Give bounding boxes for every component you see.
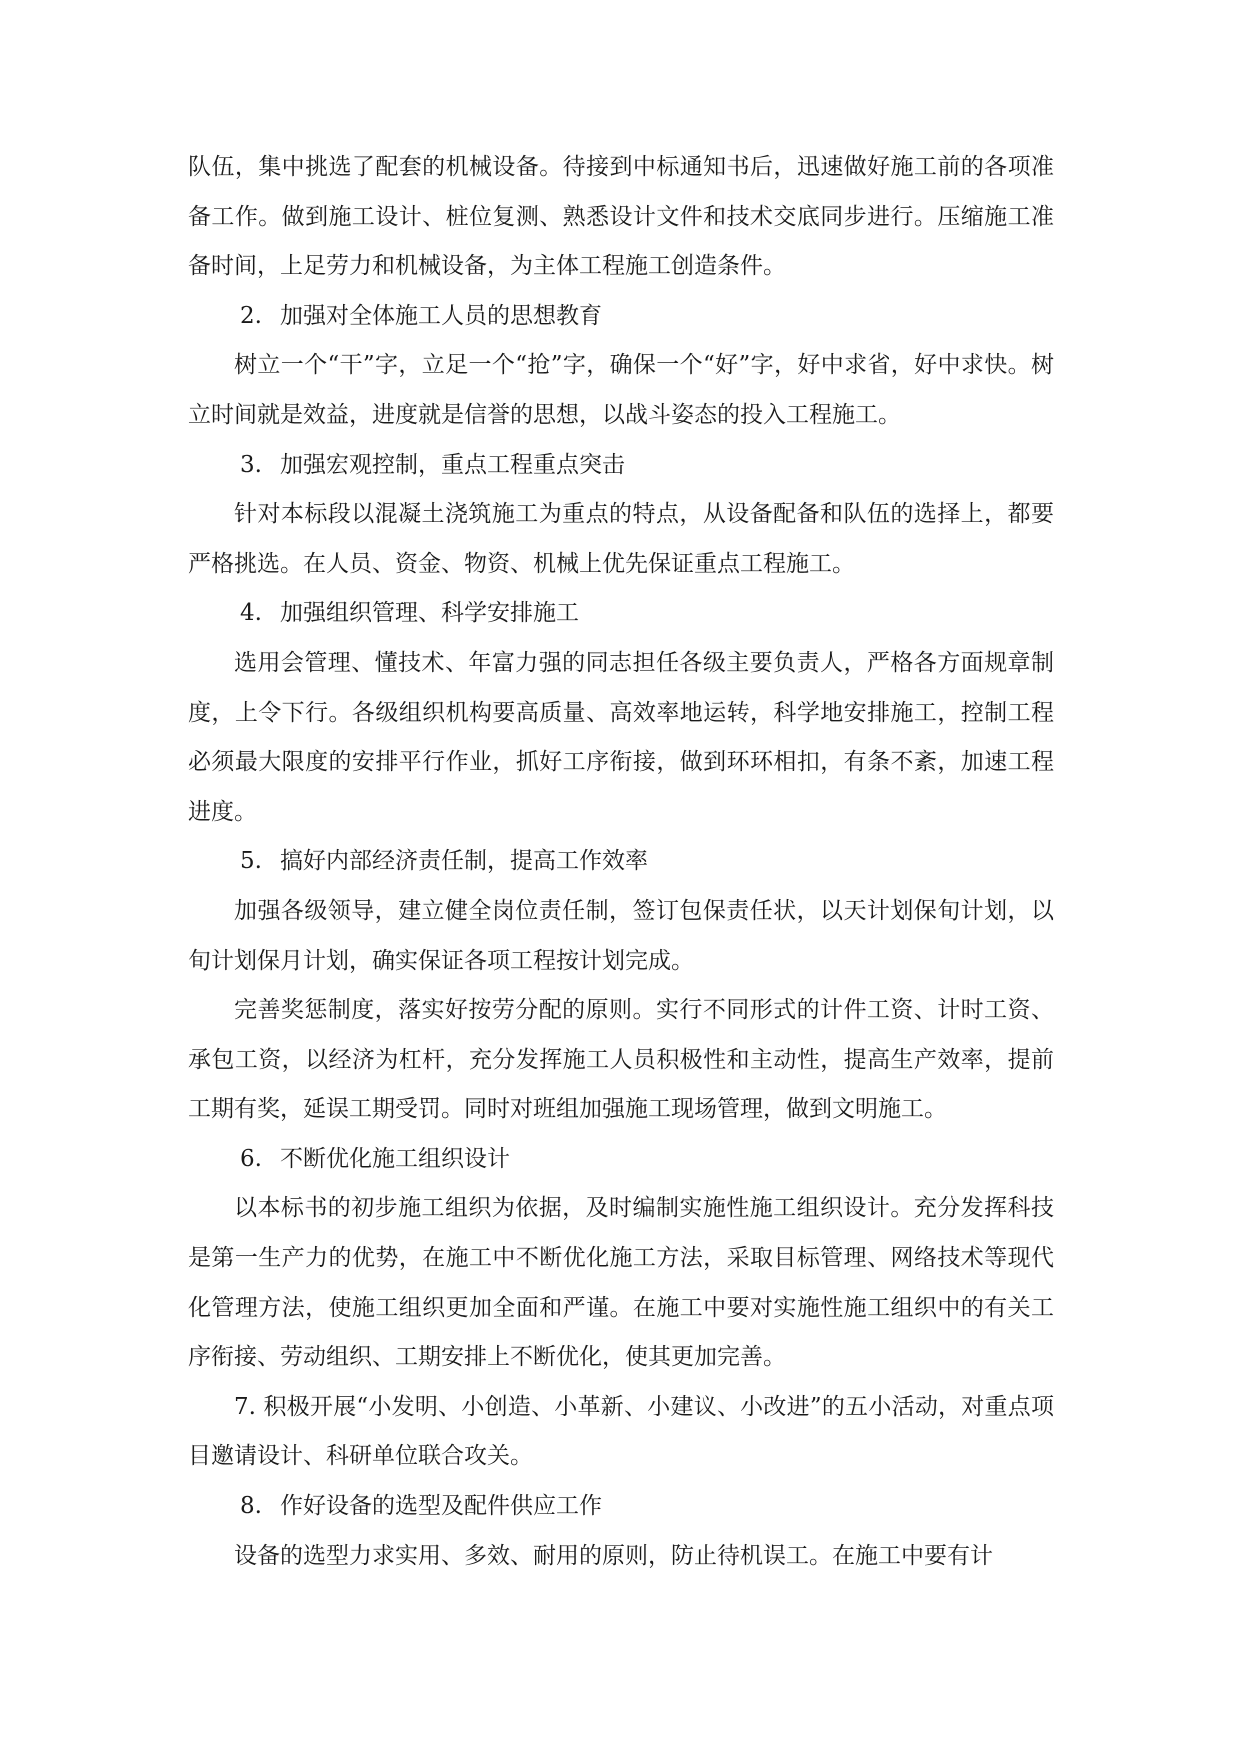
section-number: 4. xyxy=(240,600,262,627)
section-title: 加强组织管理、科学安排施工 xyxy=(280,600,579,627)
section-number: 5. xyxy=(240,848,262,875)
section-title: 不断优化施工组织设计 xyxy=(280,1145,510,1172)
section-heading xyxy=(188,1482,1054,1532)
section-heading xyxy=(188,441,1054,491)
section-heading xyxy=(188,837,1054,887)
paragraph: 针对本标段以混凝土浇筑施工为重点的特点，从设备配备和队伍的选择上，都要严格挑选。在人员、资金、物资、机械上优先保证重点工程施工。 xyxy=(188,501,1054,577)
section-number: 6. xyxy=(240,1145,262,1172)
paragraph: 以本标书的初步施工组织为依据，及时编制实施性施工组织设计。充分发挥科技是第一生产力的优势，在施工中不断优化施工方法，采取目标管理、网络技术等现代化管理方法，使施工组织更加全面和严谨。在施工中要对实施性施工组织中的有关工序衔接、劳动组织、工期安排上不断优化，使其更加完善。 xyxy=(188,1195,1054,1371)
section-number: 3. xyxy=(240,451,262,478)
paragraph: 7. 积极开展“小发明、小创造、小革新、小建议、小改进”的五小活动，对重点项目邀请设计、科研单位联合攻关。 xyxy=(188,1393,1054,1470)
section-title: 作好设备的选型及配件供应工作 xyxy=(280,1493,602,1520)
section-heading xyxy=(188,292,1054,342)
section-title: 搞好内部经济责任制，提高工作效率 xyxy=(280,848,648,875)
section-heading xyxy=(188,1135,1054,1185)
section-heading xyxy=(188,589,1054,639)
paragraph: 树立一个“干”字，立足一个“抢”字，确保一个“好”字，好中求省，好中求快。树立时间就是效益，进度就是信誉的思想，以战斗姿态的投入工程施工。 xyxy=(188,352,1054,428)
section-title: 加强对全体施工人员的思想教育 xyxy=(280,302,602,329)
paragraph: 完善奖惩制度，落实好按劳分配的原则。实行不同形式的计件工资、计时工资、承包工资，以经济为杠杆，充分发挥施工人员积极性和主动性，提高生产效率，提前工期有奖，延误工期受罚。同时对班组加强施工现场管理，做到文明施工。 xyxy=(188,997,1054,1123)
document-body xyxy=(188,143,1054,1581)
section-number: 8. xyxy=(240,1493,262,1520)
paragraph: 选用会管理、懂技术、年富力强的同志担任各级主要负责人，严格各方面规章制度，上令下行。各级组织机构要高质量、高效率地运转，科学地安排施工，控制工程必须最大限度的安排平行作业，抓好工序衔接，做到环环相扣，有条不紊，加速工程进度。 xyxy=(188,649,1054,825)
paragraph: 队伍，集中挑选了配套的机械设备。待接到中标通知书后，迅速做好施工前的各项准备工作。做到施工设计、桩位复测、熟悉设计文件和技术交底同步进行。压缩施工准备时间，上足劳力和机械设备，为主体工程施工创造条件。 xyxy=(188,154,1054,280)
paragraph: 设备的选型力求实用、多效、耐用的原则，防止待机误工。在施工中要有计 xyxy=(234,1542,993,1569)
section-number: 2. xyxy=(240,302,262,329)
paragraph: 加强各级领导，建立健全岗位责任制，签订包保责任状，以天计划保旬计划，以旬计划保月计划，确实保证各项工程按计划完成。 xyxy=(188,897,1054,974)
section-title: 加强宏观控制，重点工程重点突击 xyxy=(280,451,625,478)
